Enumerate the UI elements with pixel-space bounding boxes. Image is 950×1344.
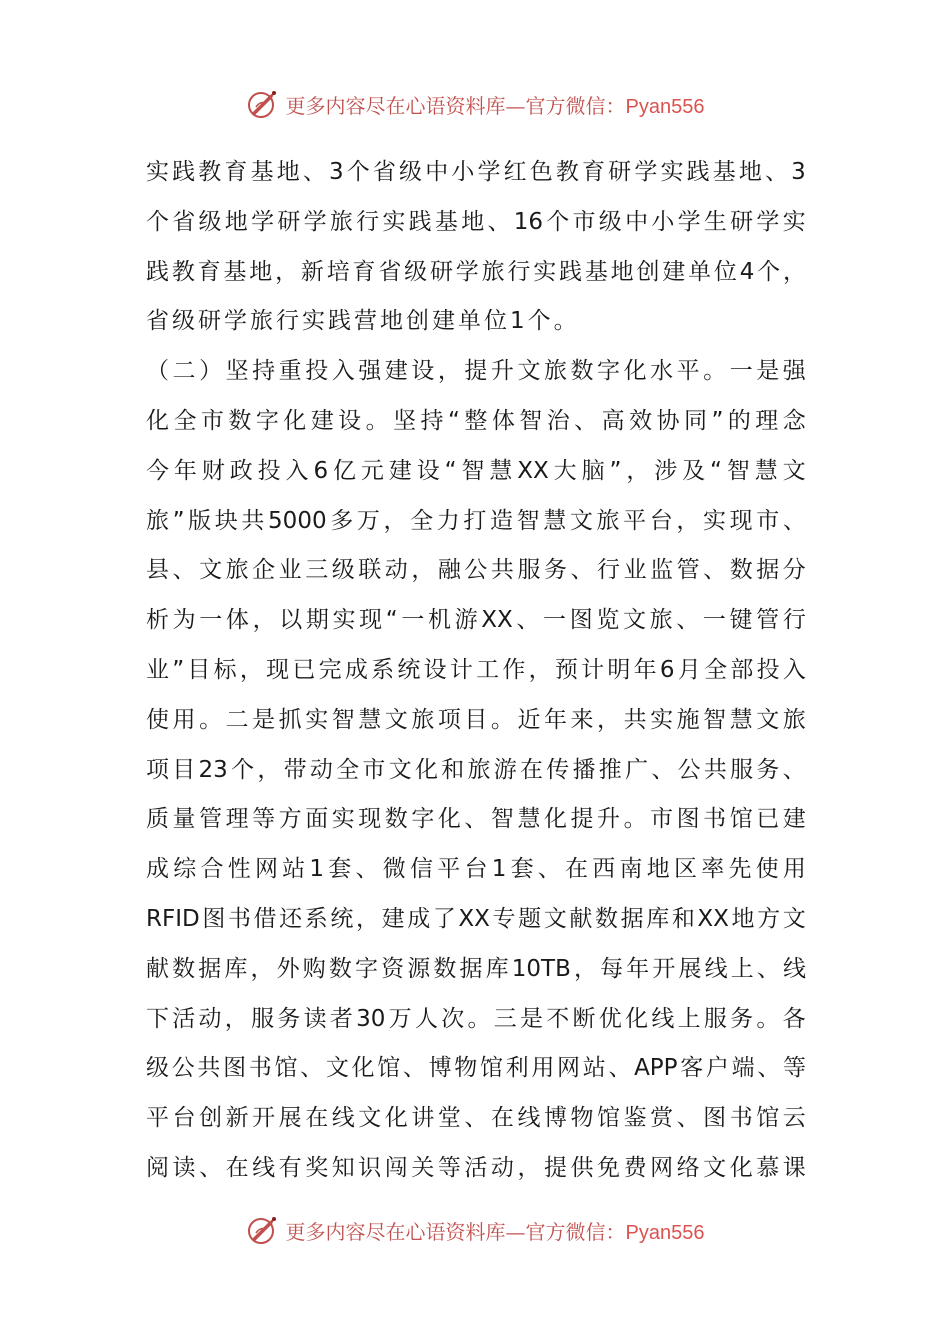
text-line: 县 、 文 旅 企 业 三 级 联 动 ， 融 公 共 服 务 、 行 业 监 管 、 数 据 分: [146, 557, 806, 584]
text-line: 下 活 动 ， 服 务 读 者 30 万 人 次 。 三 是 不 断 优 化 线 上 服 务 。 各: [146, 1005, 806, 1032]
header-watermark: [0, 84, 950, 124]
footer-watermark: [0, 1210, 950, 1250]
text-line: 省级研学旅行实践营地创建单位1个。: [146, 308, 580, 335]
text-line: 献 数 据 库 ， 外 购 数 字 资 源 数 据 库 10TB ， 每 年 开 展 线 上 、 线: [146, 955, 806, 982]
watermark-text: [286, 90, 705, 119]
text-line: 使 用 。 二 是 抓 实 智 慧 文 旅 项 目 。 近 年 来 ， 共 实 施 智 慧 文 旅: [146, 706, 806, 733]
text-line: 析 为 一 体 ， 以 期 实 现 “ 一 机 游 XX 、 一 图 览 文 旅 、 一 键 管 行: [146, 607, 806, 634]
text-line: 阅 读 、 在 线 有 奖 知 识 闯 关 等 活 动 ， 提 供 免 费 网 络 文 化 慕 课: [146, 1154, 806, 1181]
watermark-wechat-label: 官方微信：: [525, 1219, 626, 1244]
watermark-site-text: 更多内容尽在心语资料库: [285, 93, 506, 118]
watermark-text: [286, 1216, 705, 1245]
watermark-group: [246, 87, 705, 121]
watermark-wechat-label: 官方微信：: [525, 93, 626, 118]
text-line: 实 践 教 育 基 地 、 3 个 省 级 中 小 学 红 色 教 育 研 学 实 践 基 地 、 3: [146, 159, 806, 185]
text-line: 践 教 育 基 地 ， 新 培 育 省 级 研 学 旅 行 实 践 基 地 创 建 单 位 4 个 ，: [146, 258, 806, 285]
text-line: （ 二 ） 坚 持 重 投 入 强 建 设 ， 提 升 文 旅 数 字 化 水 平 。 一 是 强: [146, 358, 806, 385]
text-line: 平 台 创 新 开 展 在 线 文 化 讲 堂 、 在 线 博 物 馆 鉴 赏 、 图 书 馆 云: [146, 1105, 806, 1132]
watermark-site-text: 更多内容尽在心语资料库: [285, 1219, 506, 1244]
text-line: 级 公 共 图 书 馆 、 文 化 馆 、 博 物 馆 利 用 网 站 、 APP 客 户 端 、 等: [146, 1055, 806, 1082]
document-body: [146, 148, 806, 1194]
text-line: 项 目 23 个 ， 带 动 全 市 文 化 和 旅 游 在 传 播 推 广 、 公 共 服 务 、: [146, 756, 806, 783]
text-line: 个 省 级 地 学 研 学 旅 行 实 践 基 地 、 16 个 市 级 中 小 学 生 研 学 实: [146, 208, 806, 235]
watermark-separator: —: [505, 1219, 526, 1244]
pen-logo-icon: [246, 1213, 280, 1247]
pen-logo-icon: [246, 87, 280, 121]
text-line: 化 全 市 数 字 化 建 设 。 坚 持 “ 整 体 智 治 、 高 效 协 同 ” 的 理 念: [146, 407, 806, 434]
watermark-group: [246, 1213, 705, 1247]
watermark-account: Pyan556: [625, 95, 705, 118]
watermark-separator: —: [505, 93, 526, 118]
text-line: RFID 图 书 借 还 系 统 ， 建 成 了 XX 专 题 文 献 数 据 库 和 XX 地 方 文: [146, 905, 806, 932]
text-line: 成 综 合 性 网 站 1 套 、 微 信 平 台 1 套 、 在 西 南 地 区 率 先 使 用: [146, 856, 806, 883]
text-line: 今 年 财 政 投 入 6 亿 元 建 设 “ 智 慧 XX 大 脑 ” ， 涉 及 “ 智 慧 文: [146, 457, 806, 484]
text-line: 质 量 管 理 等 方 面 实 现 数 字 化 、 智 慧 化 提 升 。 市 图 书 馆 已 建: [146, 806, 806, 833]
text-line: 业 ” 目 标 ， 现 已 完 成 系 统 设 计 工 作 ， 预 计 明 年 6 月 全 部 投 入: [146, 656, 806, 683]
watermark-account: Pyan556: [625, 1221, 705, 1244]
text-line: 旅 ” 版 块 共 5000 多 万 ， 全 力 打 造 智 慧 文 旅 平 台 ， 实 现 市 、: [146, 507, 806, 534]
